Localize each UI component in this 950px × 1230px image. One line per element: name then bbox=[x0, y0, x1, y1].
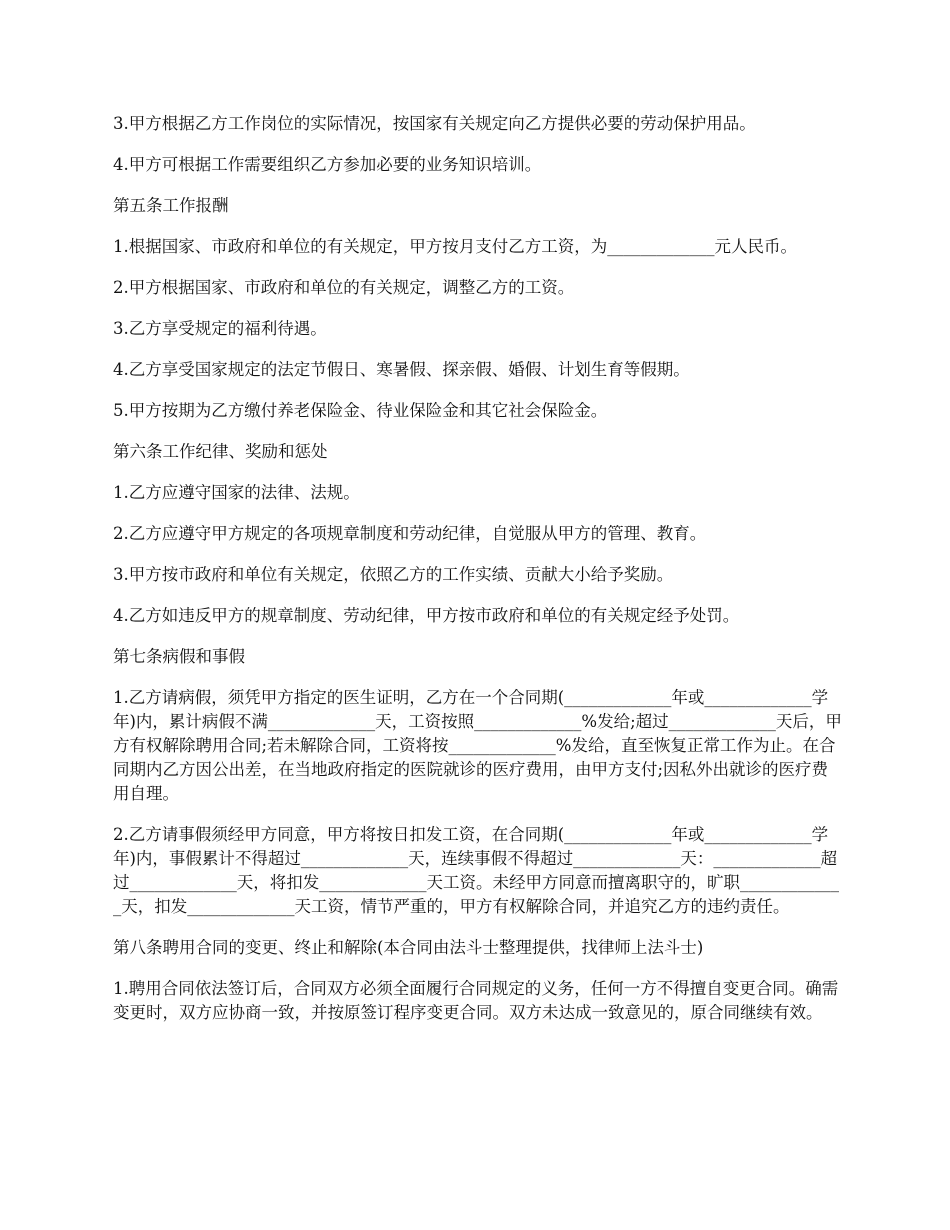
section-heading-article-7: 第七条病假和事假 bbox=[113, 647, 245, 666]
paragraph-5-3: 3.甲方根据乙方工作岗位的实际情况，按国家有关规定向乙方提供必要的劳动保护用品。 bbox=[113, 114, 756, 133]
paragraph-salary-1: 1.根据国家、市政府和单位的有关规定，甲方按月支付乙方工资，为_____________元人民币。 bbox=[113, 237, 797, 256]
document-page bbox=[113, 112, 843, 1042]
paragraph-salary-3: 3.乙方享受规定的福利待遇。 bbox=[113, 319, 327, 338]
paragraph-discipline-3: 3.甲方按市政府和单位有关规定，依照乙方的工作实绩、贡献大小给予奖励。 bbox=[113, 565, 674, 584]
paragraph-salary-4: 4.乙方享受国家规定的法定节假日、寒暑假、探亲假、婚假、计划生育等假期。 bbox=[113, 360, 690, 379]
paragraph-discipline-2: 2.乙方应遵守甲方规定的各项规章制度和劳动纪律，自觉服从甲方的管理、教育。 bbox=[113, 524, 707, 543]
paragraph-personal-leave: 2.乙方请事假须经甲方同意，甲方将按日扣发工资，在合同期(_____________年或_____________学年)内，事假累计不得超过_____________天，连续事假不得超过_____________天：_____________超过_____________天，将扣发_____________天工资。未经甲方同意而擅离职守的，旷职_____________天，扣发_____________天工资，情节严重的，甲方有权解除合同，并追究乙方的违约责任。 bbox=[113, 825, 839, 916]
paragraph-discipline-1: 1.乙方应遵守国家的法律、法规。 bbox=[113, 483, 360, 502]
paragraph-salary-5: 5.甲方按期为乙方缴付养老保险金、待业保险金和其它社会保险金。 bbox=[113, 401, 608, 420]
paragraph-5-4: 4.甲方可根据工作需要组织乙方参加必要的业务知识培训。 bbox=[113, 155, 542, 174]
section-heading-article-6: 第六条工作纪律、奖励和惩处 bbox=[113, 442, 328, 461]
section-heading-article-8: 第八条聘用合同的变更、终止和解除(本合同由法斗士整理提供，找律师上法斗士) bbox=[113, 938, 704, 957]
paragraph-contract-change-1: 1.聘用合同依法签订后，合同双方必须全面履行合同规定的义务，任何一方不得擅自变更合同。确需变更时，双方应协商一致，并按原签订程序变更合同。双方未达成一致意见的，原合同继续有效。 bbox=[113, 979, 839, 1022]
paragraph-sick-leave: 1.乙方请病假，须凭甲方指定的医生证明，乙方在一个合同期(_____________年或_____________学年)内，累计病假不满_____________天，工资按照_____________%发给;超过_____________天后，甲方有权解除聘用合同;若未解除合同，工资将按_____________%发给，直至恢复正常工作为止。在合同期内乙方因公出差，在当地政府指定的医院就诊的医疗费用，由甲方支付;因私外出就诊的医疗费用自理。 bbox=[113, 688, 842, 803]
section-heading-article-5: 第五条工作报酬 bbox=[113, 196, 229, 215]
paragraph-salary-2: 2.甲方根据国家、市政府和单位的有关规定，调整乙方的工资。 bbox=[113, 278, 575, 297]
paragraph-discipline-4: 4.乙方如违反甲方的规章制度、劳动纪律，甲方按市政府和单位的有关规定经予处罚。 bbox=[113, 606, 740, 625]
